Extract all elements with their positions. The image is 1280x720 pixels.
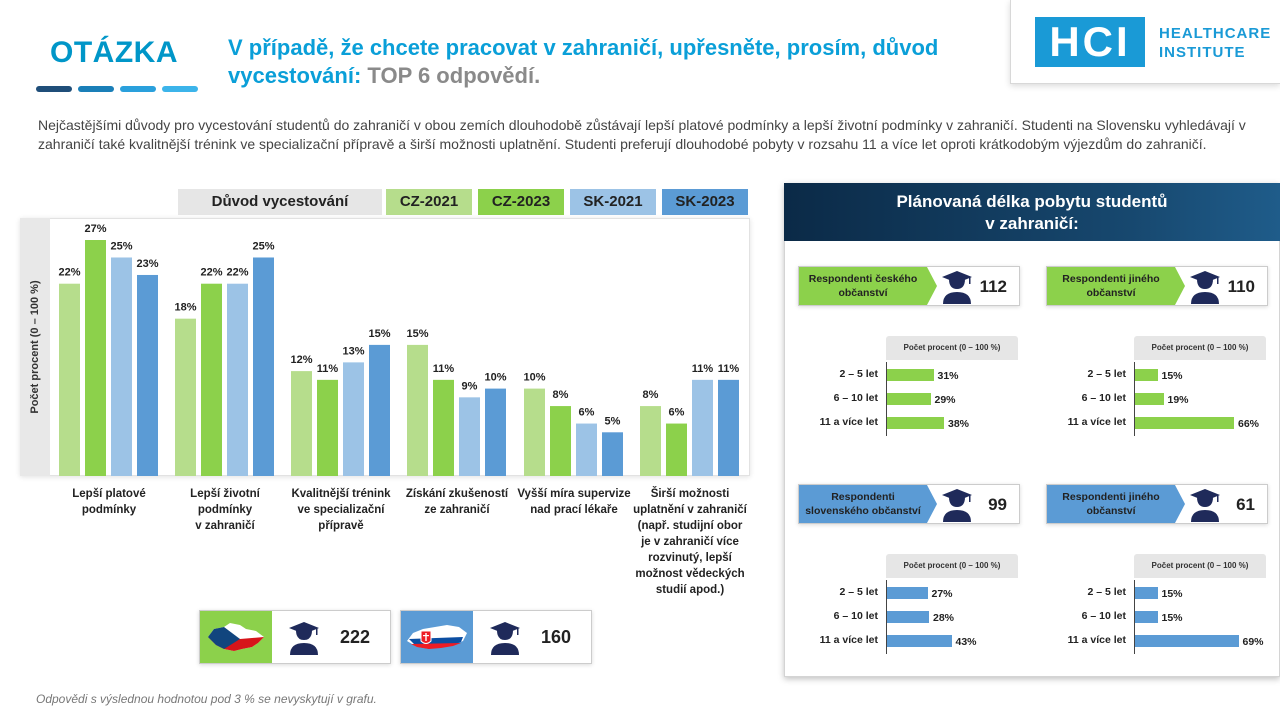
category-label-line: Kvalitnější trénink [291, 488, 391, 500]
respondent-label: Respondenti jiného občanství [1047, 485, 1175, 523]
category-label-line: v zahraničí [195, 520, 255, 532]
category-label-line: podmínky [197, 504, 253, 516]
logo-line-2: INSTITUTE [1159, 44, 1246, 61]
mini-row-label: 6 – 10 let [833, 392, 878, 404]
bar-value-label: 6% [578, 406, 595, 419]
mini-bar [887, 393, 931, 405]
mini-row-label: 2 – 5 let [1087, 368, 1126, 380]
mini-row-label: 11 a více let [1067, 416, 1126, 428]
bar-value-label: 8% [552, 389, 569, 402]
category-label-6 [628, 486, 752, 598]
bar-value-label: 23% [136, 257, 159, 270]
mini-chart-header: Počet procent (0 – 100 %) [886, 554, 1018, 578]
bar-value-label: 13% [342, 345, 365, 358]
graduate-icon [489, 621, 521, 655]
respondent-count: 110 [1227, 277, 1255, 296]
category-label-1 [47, 486, 171, 518]
cz-flag-map-icon [200, 611, 272, 663]
respondent-count: 99 [988, 495, 1007, 514]
intro-paragraph: Nejčastějšími důvody pro vycestování studentů do zahraničí v obou zemích dlouhodobě zůstávají lepší platové podmínky a lepší životní podmínky v zahraničí. Studenti na Slovensku vyhledávají v zahraničí také kvalitnější trénink ve specializační přípravě a širší možnosti uplatnění. Studenti preferují dlouhodobé pobyty v rozsahu 11 a více let oproti krátkodobým výjezdům do zahraničí. [38, 117, 1246, 152]
mini-chart-header: Počet procent (0 – 100 %) [1134, 554, 1266, 578]
bar-value-label: 25% [110, 240, 133, 253]
mini-bar [1135, 417, 1234, 429]
cz-total-count: 222 [339, 627, 370, 647]
graduate-icon [288, 621, 320, 655]
bar-value-label: 27% [84, 223, 107, 235]
mini-row-label: 11 a více let [819, 634, 878, 646]
mini-bar [887, 611, 929, 623]
graduate-icon [941, 270, 973, 309]
category-label-line: studií apod.) [655, 584, 725, 596]
logo-line-1: HEALTHCARE [1159, 25, 1272, 42]
graduate-icon [1189, 270, 1221, 309]
category-label-line: Vyšší míra supervize [517, 488, 631, 500]
mini-bar-value: 38% [948, 418, 970, 430]
category-label-line: je v zahraničí více [641, 536, 739, 548]
category-label-line: možnost vědeckých [635, 568, 745, 580]
stay-panel-title [784, 183, 1280, 241]
respondent-count: 61 [1236, 495, 1255, 514]
question-heading: OTÁZKA [50, 36, 178, 69]
dash-3 [120, 86, 156, 92]
main-chart-area [20, 218, 750, 476]
mini-row-label: 2 – 5 let [1087, 586, 1126, 598]
logo-mark: HCI [1035, 17, 1145, 67]
category-label-line: Lepší životní [190, 488, 260, 500]
bar-value-label: 22% [58, 266, 81, 279]
respondent-label: Respondenti jiného občanství [1047, 267, 1175, 305]
stay-title-line-2: v zahraničí: [985, 214, 1079, 233]
respondent-box-1 [798, 266, 1020, 306]
mini-bar-value: 29% [934, 394, 956, 406]
mini-bar-value: 15% [1161, 370, 1183, 382]
mini-bar-value: 43% [955, 636, 977, 648]
mini-bar-value: 15% [1161, 588, 1183, 600]
category-label-line: uplatnění v zahraničí [633, 504, 747, 516]
bar-value-label: 25% [252, 240, 275, 253]
bar-value-label: 22% [226, 266, 249, 279]
mini-bar [1135, 635, 1239, 647]
mini-bar [887, 369, 934, 381]
legend-cz-2023: CZ-2023 [478, 189, 564, 215]
mini-bar-value: 15% [1161, 612, 1183, 624]
stay-length-panel [784, 183, 1280, 677]
respondent-box-3 [798, 484, 1020, 524]
respondent-box-2 [1046, 266, 1268, 306]
category-label-3 [279, 486, 403, 534]
legend-reason: Důvod vycestování [178, 189, 382, 215]
bar-value-label: 15% [406, 327, 429, 340]
bar-value-label: 11% [717, 362, 740, 375]
respondent-arrow [1175, 267, 1185, 305]
graduate-icon [941, 488, 973, 527]
sk-flag-map-icon [401, 611, 473, 663]
category-label-line: ze zahraničí [424, 504, 490, 516]
mini-bar-value: 19% [1167, 394, 1189, 406]
bar-value-label: 11% [316, 362, 339, 375]
mini-row-label: 11 a více let [1067, 634, 1126, 646]
bar-value-label: 10% [523, 371, 546, 384]
bar-value-label: 10% [484, 371, 507, 384]
mini-row-label: 6 – 10 let [1081, 392, 1126, 404]
mini-row-label: 6 – 10 let [833, 610, 878, 622]
y-axis-label: Počet procent (0 – 100 %) [29, 280, 41, 414]
footnote: Odpovědi s výslednou hodnotou pod 3 % se nevyskytují v grafu. [36, 692, 377, 706]
mini-row-label: 2 – 5 let [839, 368, 878, 380]
sk-total-box [400, 610, 592, 664]
respondent-box-4 [1046, 484, 1268, 524]
mini-bar-value: 28% [933, 612, 955, 624]
hci-logo [1010, 0, 1280, 84]
category-label-line: Lepší platové [72, 488, 146, 500]
category-label-line: přípravě [318, 520, 364, 532]
mini-chart-header: Počet procent (0 – 100 %) [886, 336, 1018, 360]
mini-bar-value: 27% [931, 588, 953, 600]
legend-cz-2021: CZ-2021 [386, 189, 472, 215]
respondent-arrow [927, 267, 937, 305]
mini-bar-value: 31% [937, 370, 959, 382]
category-label-line: rozvinutý, lepší [648, 552, 732, 564]
mini-bar [1135, 587, 1158, 599]
respondent-count: 112 [979, 277, 1007, 296]
respondent-label: Respondenti slovenského občanství [799, 485, 927, 523]
bar-value-label: 12% [290, 354, 313, 367]
decorative-dashes [36, 86, 206, 92]
respondent-label: Respondenti českého občanství [799, 267, 927, 305]
mini-bar-value: 66% [1238, 418, 1260, 430]
bar-value-label: 22% [200, 266, 223, 279]
sk-total-count: 160 [540, 627, 571, 647]
bar-value-label: 11% [691, 362, 714, 375]
category-label-line: (např. studijní obor [637, 520, 743, 532]
category-label-line: Získání zkušeností [405, 488, 509, 500]
mini-bar [887, 587, 928, 599]
mini-row-label: 11 a více let [819, 416, 878, 428]
mini-bar-value: 69% [1242, 636, 1264, 648]
legend-sk-2023: SK-2023 [662, 189, 748, 215]
bar-value-label: 6% [668, 406, 685, 419]
cz-total-box [199, 610, 391, 664]
bar-value-label: 5% [604, 415, 621, 428]
category-label-line: podmínky [81, 504, 137, 516]
category-label-5 [512, 486, 636, 518]
mini-bar [1135, 369, 1158, 381]
logo-text [1159, 24, 1271, 62]
mini-chart-header: Počet procent (0 – 100 %) [1134, 336, 1266, 360]
category-label-line: nad prací lékaře [530, 504, 618, 516]
mini-bar [887, 635, 952, 647]
question-text [228, 34, 988, 90]
bar-value-label: 18% [174, 301, 197, 314]
mini-row-label: 2 – 5 let [839, 586, 878, 598]
category-label-4 [395, 486, 519, 518]
mini-bar [1135, 393, 1164, 405]
question-main: V případě, že chcete pracovat v zahraničí, upřesněte, prosím, důvod vycestování: [228, 35, 939, 88]
legend-sk-2021: SK-2021 [570, 189, 656, 215]
bar-value-label: 11% [432, 362, 455, 375]
stay-title-line-1: Plánovaná délka pobytu studentů [896, 192, 1168, 211]
mini-bar [1135, 611, 1158, 623]
dash-1 [36, 86, 72, 92]
mini-bar [887, 417, 944, 429]
question-suffix: TOP 6 odpovědí. [367, 63, 541, 88]
category-label-2 [163, 486, 287, 534]
dash-4 [162, 86, 198, 92]
bar-value-label: 9% [461, 380, 478, 393]
bar-value-label: 15% [368, 327, 391, 340]
respondent-arrow [927, 485, 937, 523]
category-label-line: ve specializační [297, 504, 385, 516]
mini-row-label: 6 – 10 let [1081, 610, 1126, 622]
bar-value-label: 8% [642, 389, 659, 402]
dash-2 [78, 86, 114, 92]
respondent-arrow [1175, 485, 1185, 523]
category-label-line: Širší možnosti [650, 488, 730, 500]
graduate-icon [1189, 488, 1221, 527]
